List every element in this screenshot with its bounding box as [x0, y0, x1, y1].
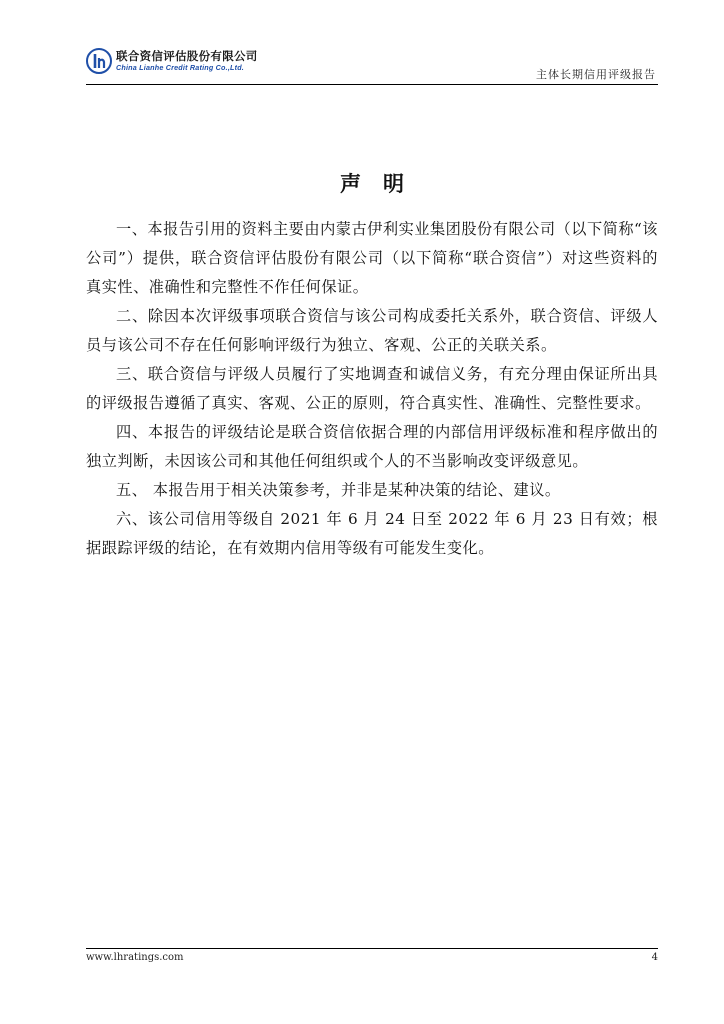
page-header	[86, 48, 658, 84]
logo-company-name-cn: 联合资信评估股份有限公司	[116, 49, 258, 63]
declaration-paragraph-5: 五、 本报告用于相关决策参考，并非是某种决策的结论、建议。	[116, 481, 561, 499]
footer-divider	[86, 948, 658, 949]
declaration-paragraph-4: 四、本报告的评级结论是联合资信依据合理的内部信用评级标准和程序做出的独立判断，未因该公司和其他任何组织或个人的不当影响改变评级意见。	[86, 423, 658, 470]
logo-company-name-en: China Lianhe Credit Rating Co.,Ltd.	[116, 63, 244, 72]
declaration-paragraph-1: 一、本报告引用的资料主要由内蒙古伊利实业集团股份有限公司（以下简称“该公司”）提供，联合资信评估股份有限公司（以下简称“联合资信”）对这些资料的真实性、准确性和完整性不作任何保证。	[86, 220, 658, 296]
declaration-paragraph-3: 三、联合资信与评级人员履行了实地调查和诚信义务，有充分理由保证所出具的评级报告遵循了真实、客观、公正的原则，符合真实性、准确性、完整性要求。	[86, 365, 658, 412]
page-number: 4	[651, 952, 658, 963]
header-divider	[86, 84, 658, 85]
lianhe-logo-icon	[86, 48, 112, 74]
report-type-label: 主体长期信用评级报告	[536, 68, 656, 81]
footer-website-link[interactable]: www.lhratings.com	[86, 952, 184, 963]
declaration-paragraph-2: 二、除因本次评级事项联合资信与该公司构成委托关系外，联合资信、评级人员与该公司不存在任何影响评级行为独立、客观、公正的关联关系。	[86, 307, 658, 354]
logo-text	[116, 50, 258, 72]
company-logo	[86, 48, 258, 74]
declaration-body	[86, 215, 658, 563]
declaration-paragraph-6: 六、该公司信用等级自 2021 年 6 月 24 日至 2022 年 6 月 23 日有效；根据跟踪评级的结论，在有效期内信用等级有可能发生变化。	[86, 510, 658, 557]
page-title: 声明	[340, 172, 426, 196]
